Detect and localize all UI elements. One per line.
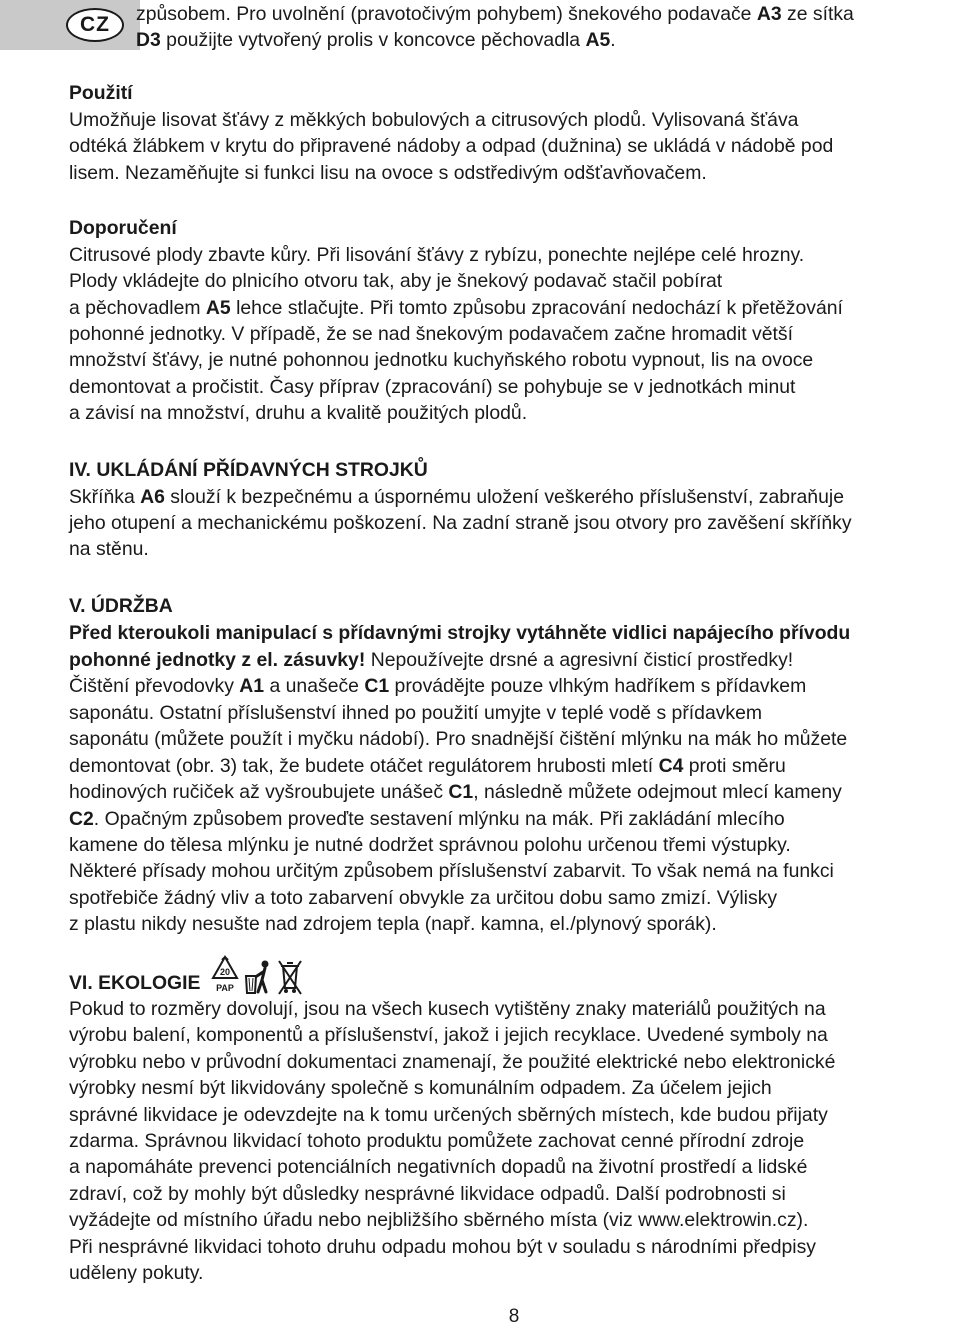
svg-text:PAP: PAP [216, 983, 235, 994]
language-badge: CZ [66, 8, 124, 42]
recommend-line-2: Plody vkládejte do plnicího otvoru tak, aby je šnekový podavač stačil pobírat [69, 270, 723, 292]
maintenance-line-7: hodinových ručiček až vyšroubujete unášeč C1, následně můžete odejmout mlecí kameny [69, 781, 842, 803]
ecology-heading-row [69, 952, 304, 996]
intro-line-1: způsobem. Pro uvolnění (pravotočivým pohybem) šnekového podavače A3 ze sítka [136, 3, 854, 25]
maintenance-line-8: C2. Opačným způsobem proveďte sestavení mlýnku na mák. Při zakládání mlecího [69, 808, 785, 830]
recommend-line-1: Citrusové plody zbavte kůry. Při lisování šťávy z rybízu, ponechte nejlépe celé hrozny. [69, 244, 805, 266]
recommend-body: pohonné jednotky. V případě, že se nad šnekovým podavačem začne hromadit větší množství šťávy, je nutné pohonnou jednotku kuchyňského robotu vypnout, lis na ovoce demontovat a pročistit. Časy příprav (zpracování) se pohybuje se v jednotkách minut a závisí na množství, druhu a kvalitě použitých plodů. [69, 323, 814, 425]
storage-body: jeho otupení a mechanickému poškození. Na zadní straně jsou otvory pro zavěšení skříňky na stěnu. [69, 512, 852, 561]
maintenance-line-3: Čištění převodovky A1 a unašeče C1 provádějte pouze vlhkým hadříkem s přídavkem [69, 675, 807, 697]
maintenance-line-6: demontovat (obr. 3) tak, že budete otáčet regulátorem hrubosti mletí C4 proti směru [69, 755, 786, 777]
ecology-body: Pokud to rozměry dovolují, jsou na všech kusech vytištěny znaky materiálů použitých na výrobu balení, komponentů a příslušenství, jakož i jejich recyklace. Uvedené symboly na výrobku nebo v průvodní dokumentaci znamenají, že použité elektrické nebo elektronické výrobky nesmí být likvidovány společně s komunálním odpadem. Za účelem jejich správné likvidace je odevzdejte na k tomu určených sběrných místech, kde budou přijaty zdarma. Správnou likvidací tohoto produktu pomůžete zachovat cenné přírodní zdroje a napomáháte prevenci potenciálních negativních dopadů na životní prostředí a lidské zdraví, což by mohly být důsledky nesprávné likvidace odpadů. Další podrobnosti si vyžádejte od místního úřadu nebo nejbližšího sběrného místa (viz www.elektrowin.cz). Při nesprávné likvidaci tohoto druhu odpadu mohou být v souladu s národními předpisy uděleny pokuty. [69, 998, 836, 1285]
intro-line-2: D3 použijte vytvořený prolis v koncovce pěchovadla A5. [136, 29, 616, 51]
ecology-heading: VI. EKOLOGIE [69, 972, 201, 994]
storage-heading: IV. UKLÁDÁNÍ PŘÍDAVNÝCH STROJKŮ [69, 459, 428, 481]
recommend-line-3: a pěchovadlem A5 lehce stlačujte. Při tomto způsobu zpracování nedochází k přetěžování [69, 297, 843, 319]
page-number: 8 [508, 1306, 520, 1327]
storage-line-1: Skříňka A6 slouží k bezpečnému a úspornému uložení veškerého příslušenství, zabraňuje [69, 486, 844, 508]
crossed-bin-icon [276, 958, 304, 996]
maintenance-body: kamene do tělesa mlýnku je nutné dodržet správnou polohu určenou třemi výstupky. Některé přísady mohou určitým způsobem příslušenství zabarvit. To však nemá na funkci spotřebiče žádný vliv a toto zabarvení obvykle za určitou dobu samo zmizí. Výlisky z plastu nikdy nesušte nad zdrojem tepla (např. kamna, el./plynový sporák). [69, 834, 834, 936]
recycle-pap-icon [210, 954, 240, 996]
use-body: Umožňuje lisovat šťávy z měkkých bobulových a citrusových plodů. Vylisovaná šťáva odtéká žlábkem v krytu do připravené nádoby a odpad (dužnina) se ukládá v nádobě pod lisem. Nezaměňujte si funkci lisu na ovoce s odstředivým odšťavňovačem. [69, 109, 834, 184]
svg-text:20: 20 [220, 967, 231, 978]
maintenance-warning-1: Před kteroukoli manipulací s přídavnými strojky vytáhněte vidlici napájecího přívodu [69, 622, 851, 644]
ecology-symbols [210, 954, 304, 996]
recommend-heading: Doporučení [69, 217, 177, 239]
maintenance-line-4: saponátu. Ostatní příslušenství ihned po použití umyjte v teplé vodě s přídavkem saponátu (můžete použít i myčku nádobí). Pro snadnější čištění mlýnku na mák ho můžete [69, 702, 848, 751]
use-heading: Použití [69, 82, 133, 104]
maintenance-warning-2: pohonné jednotky z el. zásuvky! Nepoužívejte drsné a agresivní čisticí prostředky! [69, 649, 794, 671]
maintenance-heading: V. ÚDRŽBA [69, 595, 173, 617]
tidyman-bin-icon [244, 958, 272, 996]
